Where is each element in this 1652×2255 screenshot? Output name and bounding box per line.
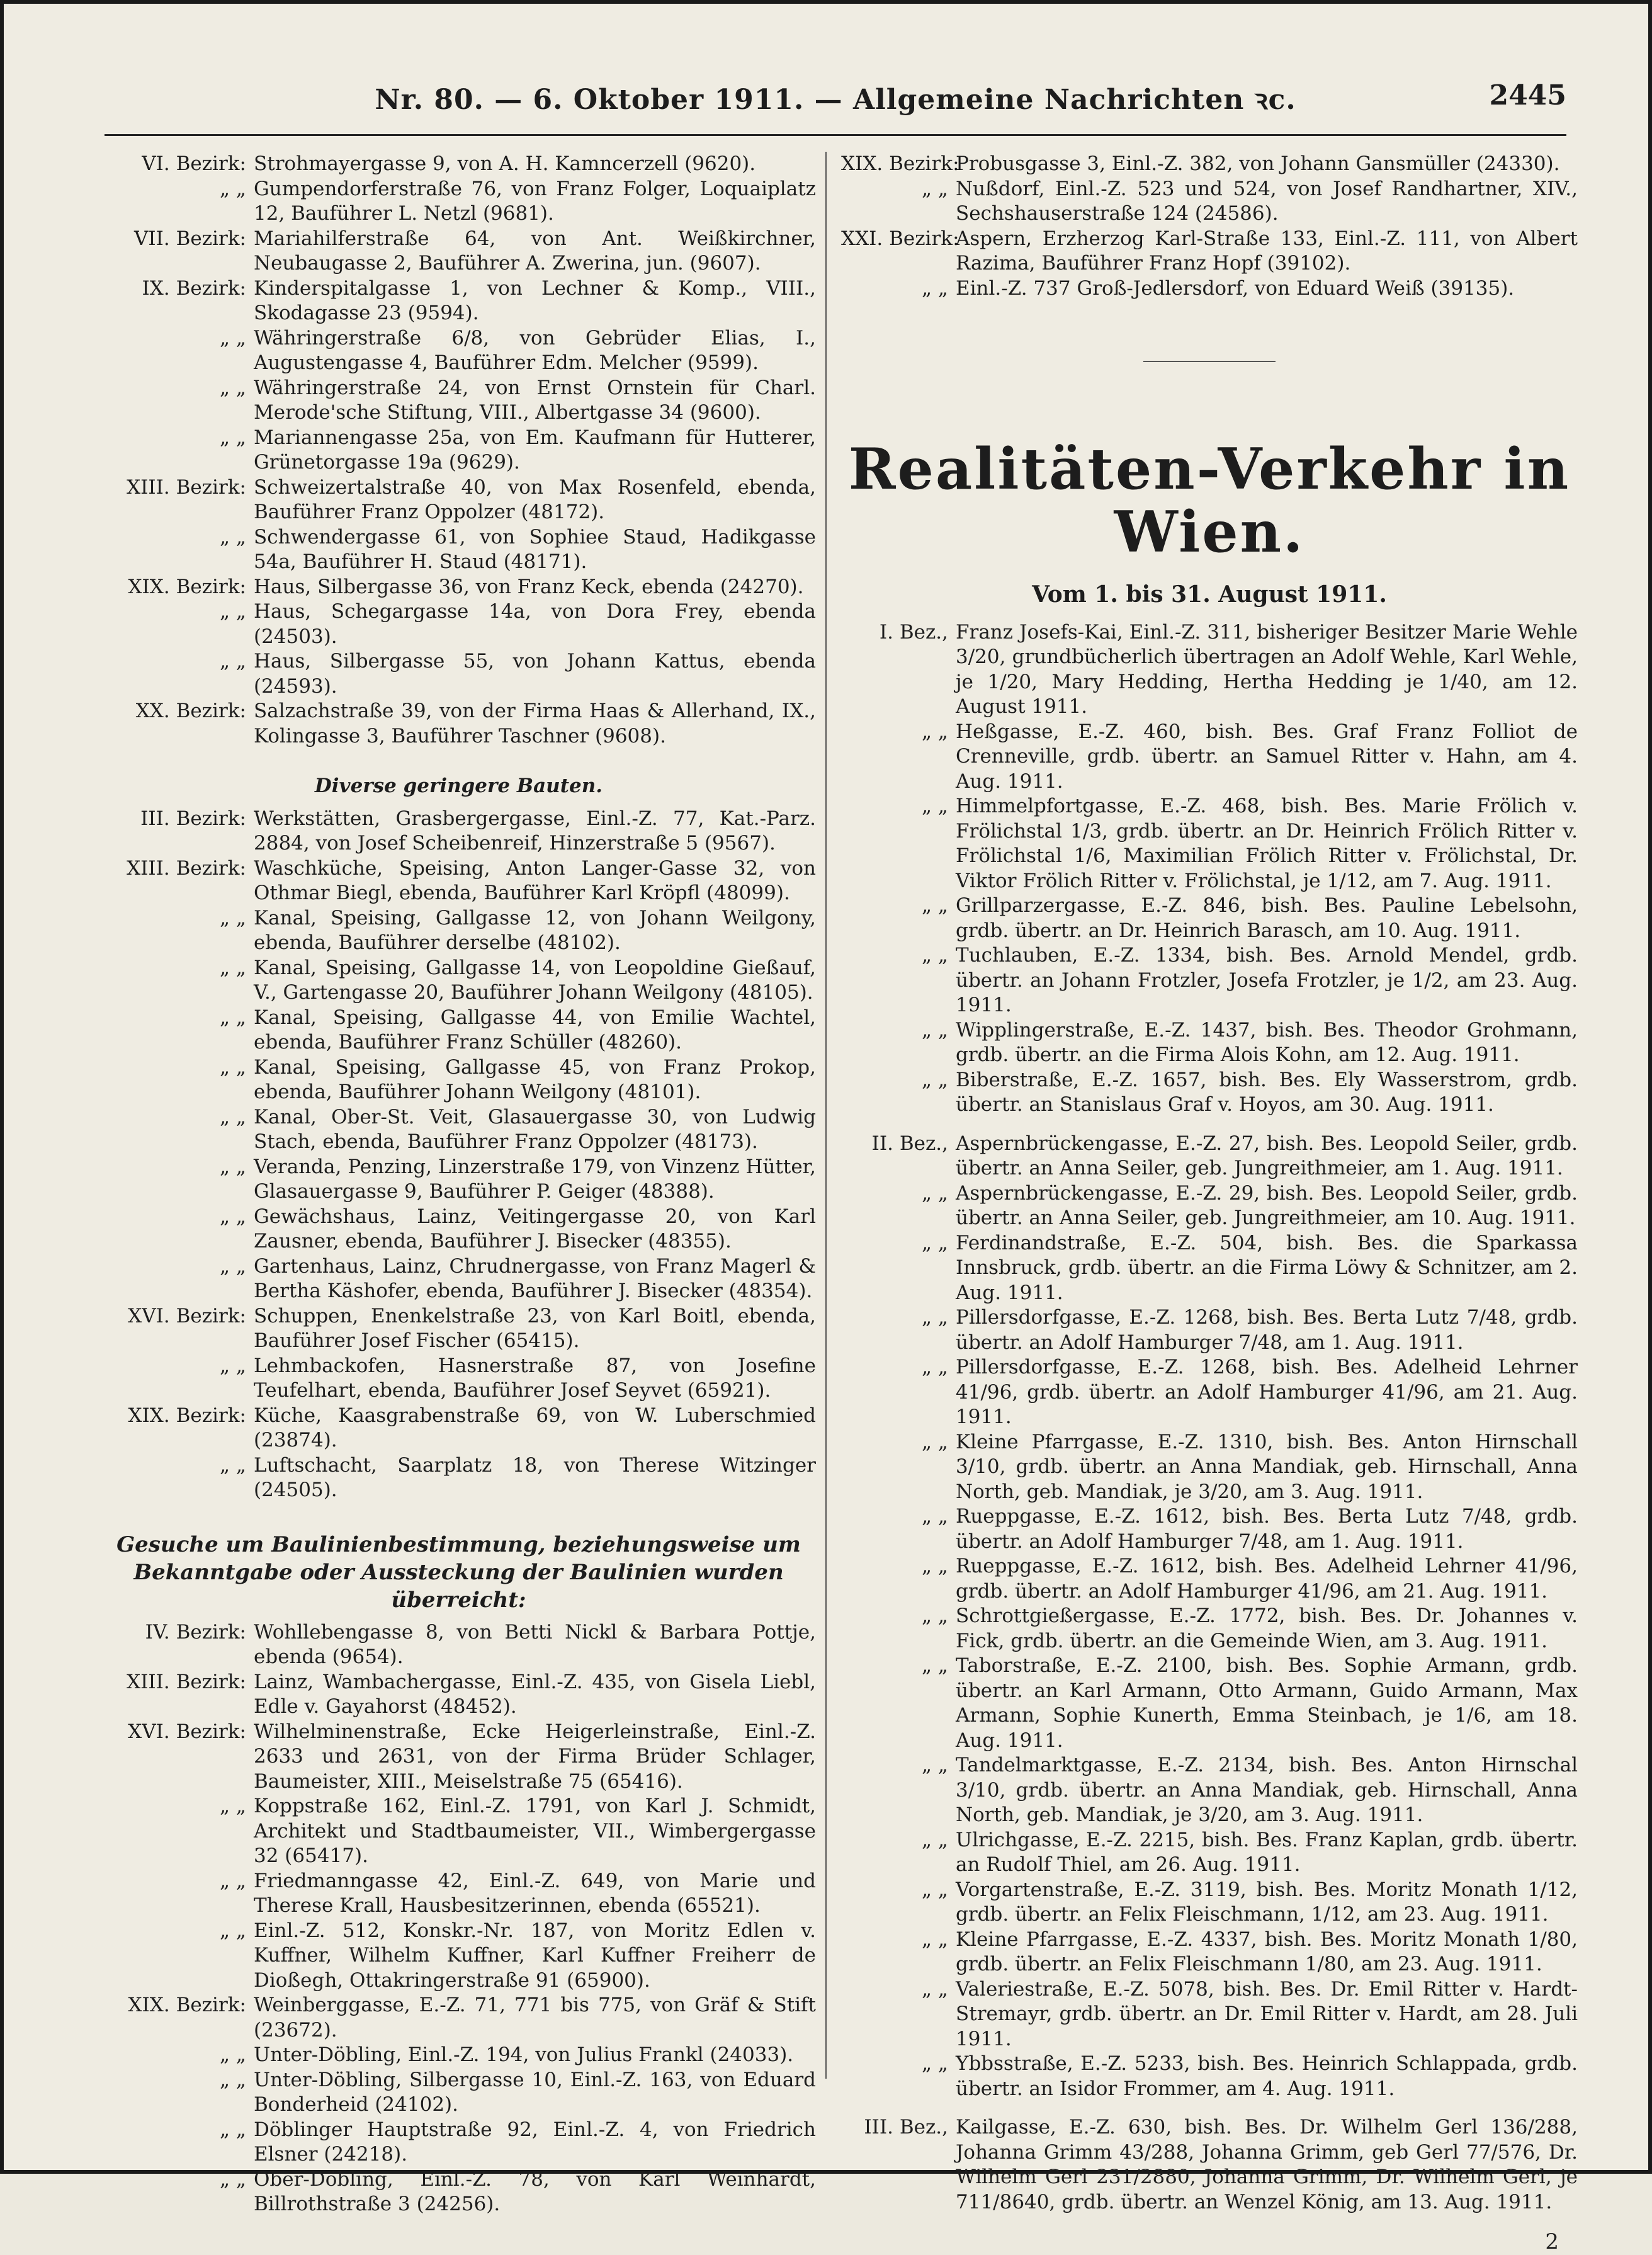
entry-text: Einl.-Z. 737 Groß-Jedlersdorf, von Eduard Weiß (39135). bbox=[956, 276, 1515, 300]
district-2-transactions bbox=[841, 1132, 1578, 2102]
entry-text: Tuchlauben, E.-Z. 1334, bish. Bes. Arnold Mendel, grdb. übertr. an Johann Frotzler, Josefa Frotzler, je 1/2, am 23. Aug. 1911. bbox=[956, 944, 1578, 1016]
entry-label: „ „ bbox=[220, 2167, 246, 2191]
entry-text: Waschküche, Speising, Anton Langer-Gasse 32, von Othmar Biegl, ebenda, Bauführer Karl Kröpfl (48099). bbox=[254, 856, 816, 904]
entry-text: Gartenhaus, Lainz, Chrudnergasse, von Franz Magerl & Bertha Käshofer, ebenda, Bauführer J. Bisecker (48354). bbox=[254, 1254, 816, 1302]
entry-label: „ „ bbox=[922, 1018, 948, 1042]
header-title: Nr. 80. — 6. Oktober 1911. — Allgemeine Nachrichten ꝛc. bbox=[375, 84, 1296, 116]
entry-text: Ferdinandstraße, E.-Z. 504, bish. Bes. die Sparkassa Innsbruck, grdb. übertr. an die Firma Löwy & Schnitzer, am 2. Aug. 1911. bbox=[956, 1231, 1578, 1304]
entry-text: Heßgasse, E.-Z. 460, bish. Bes. Graf Franz Folliot de Crenneville, grdb. übertr. an Samuel Ritter v. Hahn, am 4. Aug. 1911. bbox=[956, 720, 1578, 793]
entry-text: Haus, Silbergasse 55, von Johann Kattus, ebenda (24593). bbox=[254, 650, 816, 698]
list-item bbox=[101, 426, 816, 475]
list-item bbox=[841, 894, 1578, 943]
list-item bbox=[101, 525, 816, 575]
column-divider bbox=[825, 152, 827, 2079]
entry-label: „ „ bbox=[220, 1354, 246, 1377]
list-item bbox=[101, 326, 816, 376]
list-item bbox=[841, 720, 1578, 795]
entry-text: Schuppen, Enenkelstraße 23, von Karl Boitl, ebenda, Bauführer Josef Fischer (65415). bbox=[254, 1304, 816, 1352]
entry-label: „ „ bbox=[922, 1068, 948, 1091]
entry-text: Ober-Döbling, Einl.-Z. 78, von Karl Weinhardt, Billrothstraße 3 (24256). bbox=[254, 2167, 816, 2215]
entry-text: Kinderspitalgasse 1, von Lechner & Komp., VIII., Skodagasse 23 (9594). bbox=[254, 276, 816, 324]
entry-label: „ „ bbox=[922, 1430, 948, 1453]
entry-text: Veranda, Penzing, Linzerstraße 179, von Vinzenz Hütter, Glasauergasse 9, Bauführer P. Geiger (48388). bbox=[254, 1155, 816, 1203]
entry-label: XIX. Bezirk: bbox=[128, 1404, 246, 1427]
entry-text: Pillersdorfgasse, E.-Z. 1268, bish. Bes. Berta Lutz 7/48, grdb. übertr. an Adolf Hamburger 7/48, am 1. Aug. 1911. bbox=[956, 1306, 1578, 1354]
entry-label: „ „ bbox=[220, 426, 246, 449]
entry-label: XIII. Bezirk: bbox=[127, 1670, 246, 1693]
entry-label: „ „ bbox=[922, 1181, 948, 1205]
section-title-minor-buildings: Diverse geringere Bauten. bbox=[314, 775, 603, 797]
left-column bbox=[101, 152, 816, 2217]
entry-text: Ybbsstraße, E.-Z. 5233, bish. Bes. Heinrich Schlappada, grdb. übertr. an Isidor Frommer, am 4. Aug. 1911. bbox=[956, 2052, 1578, 2100]
list-item bbox=[841, 620, 1578, 720]
entry-text: Einl.-Z. 512, Konskr.-Nr. 187, von Moritz Edlen v. Kuffner, Wilhelm Kuffner, Karl Kuffner Freiherr de Dioßegh, Ottakringerstraße 91 (65900). bbox=[254, 1919, 816, 1992]
entry-label: „ „ bbox=[922, 276, 948, 300]
entry-text: Rueppgasse, E.-Z. 1612, bish. Bes. Adelheid Lehrner 41/96, grdb. übertr. an Adolf Hamburger 41/96, am 21. Aug. 1911. bbox=[956, 1555, 1578, 1603]
entry-label: IV. Bezirk: bbox=[145, 1620, 246, 1644]
list-item bbox=[101, 2043, 816, 2068]
entry-text: Aspern, Erzherzog Karl-Straße 133, Einl.-Z. 111, von Albert Razima, Bauführer Franz Hopf (39102). bbox=[956, 227, 1578, 275]
list-item bbox=[841, 1018, 1578, 1068]
list-item bbox=[101, 1919, 816, 1994]
list-item bbox=[101, 599, 816, 649]
entry-text: Taborstraße, E.-Z. 2100, bish. Bes. Sophie Armann, grdb. übertr. an Karl Armann, Otto Armann, Guido Armann, Max Armann, Sophie Kunerth, Emma Steinbach, je 1/6, am 18. Aug. 1911. bbox=[956, 1654, 1578, 1752]
list-item bbox=[841, 1878, 1578, 1928]
entry-text: Werkstätten, Grasbergergasse, Einl.-Z. 77, Kat.-Parz. 2884, von Josef Scheibenreif, Hinzerstraße 5 (9567). bbox=[254, 807, 816, 855]
entry-text: Strohmayergasse 9, von A. H. Kamncerzell (9620). bbox=[254, 152, 756, 175]
list-item bbox=[101, 956, 816, 1006]
list-item bbox=[101, 649, 816, 699]
entry-text: Kailgasse, E.-Z. 630, bish. Bes. Dr. Wilhelm Gerl 136/288, Johanna Grimm 43/288, Johanna Grimm, geb Gerl 77/576, Dr. Wilhelm Gerl 231/2880, Johanna Grimm, Dr. Wilhelm Gerl, je 711/8640, grdb. übertr. an Wenzel König, am 13. Aug. 1911. bbox=[956, 2116, 1578, 2213]
entry-text: Unter-Döbling, Einl.-Z. 194, von Julius Frankl (24033). bbox=[254, 2043, 794, 2066]
entry-text: Kanal, Speising, Gallgasse 14, von Leopoldine Gießauf, V., Gartengasse 20, Bauführer Johann Weilgony (48105). bbox=[254, 956, 816, 1004]
entry-text: Lehmbackofen, Hasnerstraße 87, von Josefine Teufelhart, ebenda, Bauführer Josef Seyvet (65921). bbox=[254, 1354, 816, 1402]
entry-text: Gewächshaus, Lainz, Veitingergasse 20, von Karl Zausner, ebenda, Bauführer J. Bisecker (48355). bbox=[254, 1205, 816, 1252]
list-item bbox=[101, 1055, 816, 1105]
entry-label: XIII. Bezirk: bbox=[127, 856, 246, 880]
entry-text: Schweizertalstraße 40, von Max Rosenfeld, ebenda, Bauführer Franz Oppolzer (48172). bbox=[254, 475, 816, 523]
entry-text: Haus, Schegargasse 14a, von Dora Frey, ebenda (24503). bbox=[254, 600, 816, 648]
entry-label: „ „ bbox=[922, 1231, 948, 1254]
entry-label: XIII. Bezirk: bbox=[127, 475, 246, 499]
entry-label: „ „ bbox=[922, 944, 948, 967]
entry-label: „ „ bbox=[220, 1006, 246, 1029]
entry-text: Lainz, Wambachergasse, Einl.-Z. 435, von Gisela Liebl, Edle v. Gayahorst (48452). bbox=[254, 1670, 816, 1718]
entry-text: Probusgasse 3, Einl.-Z. 382, von Johann Gansmüller (24330). bbox=[956, 152, 1560, 175]
list-item bbox=[841, 1928, 1578, 1977]
list-item bbox=[841, 1828, 1578, 1878]
list-item bbox=[101, 906, 816, 956]
list-item bbox=[841, 1132, 1578, 1181]
entry-text: Döblinger Hauptstraße 92, Einl.-Z. 4, von Friedrich Elsner (24218). bbox=[254, 2118, 816, 2166]
entry-label: „ „ bbox=[220, 376, 246, 399]
entry-text: Küche, Kaasgrabenstraße 69, von W. Luberschmied (23874). bbox=[254, 1404, 816, 1451]
entry-label: „ „ bbox=[220, 1055, 246, 1079]
list-item bbox=[101, 1720, 816, 1795]
entry-label: „ „ bbox=[922, 177, 948, 200]
entry-text: Unter-Döbling, Silbergasse 10, Einl.-Z. 163, von Eduard Bonderheid (24102). bbox=[254, 2068, 816, 2116]
list-item bbox=[841, 276, 1578, 302]
entry-label: „ „ bbox=[220, 326, 246, 349]
entry-text: Schwendergasse 61, von Sophiee Staud, Hadikgasse 54a, Bauführer H. Staud (48171). bbox=[254, 525, 816, 573]
entry-label: „ „ bbox=[922, 1878, 948, 1901]
entry-label: „ „ bbox=[220, 650, 246, 673]
entry-text: Nußdorf, Einl.-Z. 523 und 524, von Josef Randhartner, XIV., Sechshauserstraße 124 (24586). bbox=[956, 177, 1578, 225]
entry-label: „ „ bbox=[922, 1754, 948, 1776]
entry-text: Kanal, Speising, Gallgasse 12, von Johann Weilgony, ebenda, Bauführer derselbe (48102). bbox=[254, 906, 816, 954]
list-item bbox=[841, 1068, 1578, 1118]
entry-text: Biberstraße, E.-Z. 1657, bish. Bes. Ely Wasserstrom, grdb. übertr. an Stanislaus Graf v. Hoyos, am 30. Aug. 1911. bbox=[956, 1068, 1578, 1116]
entry-label: „ „ bbox=[220, 2118, 246, 2141]
entry-label: IX. Bezirk: bbox=[142, 276, 246, 300]
entry-text: Kleine Pfarrgasse, E.-Z. 4337, bish. Bes. Moritz Monath 1/80, grdb. übertr. an Felix Fleischmann 1/80, am 23. Aug. 1911. bbox=[956, 1928, 1578, 1975]
list-item bbox=[101, 1205, 816, 1254]
sheet-number: 2 bbox=[1545, 2229, 1559, 2254]
entry-text: Tandelmarktgasse, E.-Z. 2134, bish. Bes. Anton Hirnschal 3/10, grdb. übertr. an Anna Mandiak, geb. Hirnschall, Anna North, geb. Mandiak, je 3/20, am 3. Aug. 1911. bbox=[956, 1754, 1578, 1826]
entry-text: Währingerstraße 6/8, von Gebrüder Elias, I., Augustengasse 4, Bauführer Edm. Melcher (9599). bbox=[254, 326, 816, 374]
district-3-transactions bbox=[841, 2115, 1578, 2215]
header-page-number: 2445 bbox=[1489, 79, 1566, 111]
entry-label: „ „ bbox=[220, 1795, 246, 1817]
entry-text: Rueppgasse, E.-Z. 1612, bish. Bes. Berta Lutz 7/48, grdb. übertr. an Adolf Hamburger 7/48, am 1. Aug. 1911. bbox=[956, 1505, 1578, 1553]
list-item bbox=[101, 2068, 816, 2118]
list-item bbox=[101, 276, 816, 326]
list-item bbox=[101, 1354, 816, 1404]
section-title-building-lines: Gesuche um Baulinienbestimmung, beziehungsweise um Bekanntgabe oder Aussteckung der Baulinien wurden überreicht: bbox=[116, 1531, 801, 1613]
entry-label: „ „ bbox=[220, 2043, 246, 2066]
entry-label: I. Bez., bbox=[879, 620, 948, 644]
list-item bbox=[101, 152, 816, 177]
list-item bbox=[841, 227, 1578, 276]
entry-label: „ „ bbox=[922, 894, 948, 917]
entry-text: Himmelpfortgasse, E.-Z. 468, bish. Bes. Marie Frölich v. Frölichstal 1/3, grdb. übertr. an Dr. Heinrich Frölich Ritter v. Frölichstal 1/6, Maximilian Frölich Ritter v. Frölichstal, Dr. Viktor Frölich Ritter v. Frölichstal, je 1/12, am 7. Aug. 1911. bbox=[956, 795, 1578, 892]
entry-label: „ „ bbox=[220, 1105, 246, 1128]
entry-text: Grillparzergasse, E.-Z. 846, bish. Bes. Pauline Lebelsohn, grdb. übertr. an Dr. Heinrich Barasch, am 10. Aug. 1911. bbox=[956, 894, 1578, 942]
list-item bbox=[101, 1670, 816, 1720]
list-item bbox=[841, 2052, 1578, 2101]
entry-text: Aspernbrückengasse, E.-Z. 29, bish. Bes. Leopold Seiler, grdb. übertr. an Anna Seiler, geb. Jungreithmeier, am 10. Aug. 1911. bbox=[956, 1181, 1578, 1229]
list-item bbox=[841, 1977, 1578, 2052]
entry-text: Pillersdorfgasse, E.-Z. 1268, bish. Bes. Adelheid Lehrner 41/96, grdb. übertr. an Adolf Hamburger 41/96, am 21. Aug. 1911. bbox=[956, 1356, 1578, 1428]
entry-label: „ „ bbox=[922, 1505, 948, 1528]
list-item bbox=[101, 1993, 816, 2043]
entry-label: XVI. Bezirk: bbox=[128, 1304, 246, 1327]
list-item bbox=[841, 1504, 1578, 1554]
minor-buildings-list bbox=[101, 807, 816, 1503]
entry-text: Franz Josefs-Kai, Einl.-Z. 311, bisheriger Besitzer Marie Wehle 3/20, grundbücherlich übertragen an Adolf Wehle, Karl Wehle, je 1/20, Mary Hedding, Hertha Hedding je 1/40, am 12. August 1911. bbox=[956, 620, 1578, 718]
entry-label: „ „ bbox=[220, 525, 246, 548]
list-item bbox=[101, 1869, 816, 1919]
list-item bbox=[841, 1355, 1578, 1430]
entry-label: „ „ bbox=[220, 600, 246, 623]
list-item bbox=[841, 1654, 1578, 1753]
list-item bbox=[101, 2118, 816, 2167]
list-item bbox=[101, 1105, 816, 1155]
entry-label: VII. Bezirk: bbox=[133, 227, 246, 250]
entry-text: Ulrichgasse, E.-Z. 2215, bish. Bes. Franz Kaplan, grdb. übertr. an Rudolf Thiel, am 26. Aug. 1911. bbox=[956, 1828, 1578, 1876]
list-item bbox=[101, 475, 816, 525]
list-item bbox=[841, 177, 1578, 227]
list-item bbox=[101, 1453, 816, 1503]
list-item bbox=[841, 1231, 1578, 1306]
sub-title: Vom 1. bis 31. August 1911. bbox=[1032, 581, 1387, 608]
list-item bbox=[841, 152, 1578, 177]
entry-label: „ „ bbox=[922, 1605, 948, 1627]
entry-label: „ „ bbox=[922, 1928, 948, 1951]
list-item bbox=[101, 856, 816, 906]
list-item bbox=[101, 177, 816, 227]
list-item bbox=[101, 699, 816, 749]
list-item bbox=[101, 1404, 816, 1453]
entry-text: Salzachstraße 39, von der Firma Haas & Allerhand, IX., Kolingasse 3, Bauführer Taschner (9608). bbox=[254, 700, 816, 747]
entry-label: „ „ bbox=[220, 1453, 246, 1477]
entry-label: XX. Bezirk: bbox=[135, 700, 246, 722]
building-permits-list bbox=[101, 152, 816, 749]
list-item bbox=[101, 1155, 816, 1205]
entry-text: Valeriestraße, E.-Z. 5078, bish. Bes. Dr. Emil Ritter v. Hardt-Stremayr, grdb. übertr. an Dr. Emil Ritter v. Hardt, am 28. Juli 1911. bbox=[956, 1977, 1578, 2050]
entry-text: Kanal, Speising, Gallgasse 44, von Emilie Wachtel, ebenda, Bauführer Franz Schüller (48260). bbox=[254, 1006, 816, 1054]
list-item bbox=[101, 1254, 816, 1304]
list-item bbox=[841, 1604, 1578, 1654]
entry-label: „ „ bbox=[220, 1919, 246, 1942]
list-item bbox=[101, 376, 816, 426]
entry-label: II. Bez., bbox=[871, 1132, 948, 1155]
entry-text: Kleine Pfarrgasse, E.-Z. 1310, bish. Bes. Anton Hirnschall 3/10, grdb. übertr. an Anna Mandiak, geb. Hirnschall, Anna North, geb. Mandiak, je 3/20, am 3. Aug. 1911. bbox=[956, 1430, 1578, 1503]
list-item bbox=[101, 2167, 816, 2217]
entry-text: Gumpendorferstraße 76, von Franz Folger, Loquaiplatz 12, Bauführer L. Netzl (9681). bbox=[254, 177, 816, 225]
main-title: Realitäten-Verkehr in Wien. bbox=[848, 436, 1571, 565]
list-item bbox=[841, 1554, 1578, 1604]
right-column bbox=[841, 152, 1578, 2255]
building-permits-continued-list bbox=[841, 152, 1578, 301]
entry-label: „ „ bbox=[922, 2052, 948, 2075]
entry-text: Aspernbrückengasse, E.-Z. 27, bish. Bes. Leopold Seiler, grdb. übertr. an Anna Seiler, geb. Jungreithmeier, am 1. Aug. 1911. bbox=[956, 1132, 1578, 1179]
list-item bbox=[101, 1794, 816, 1869]
entry-label: „ „ bbox=[922, 1356, 948, 1378]
entry-label: XIX. Bezirk: bbox=[128, 575, 246, 598]
district-1-transactions bbox=[841, 620, 1578, 1118]
entry-text: Kanal, Ober-St. Veit, Glasauergasse 30, von Ludwig Stach, ebenda, Bauführer Franz Oppolzer (48173). bbox=[254, 1105, 816, 1153]
entry-label: „ „ bbox=[220, 1869, 246, 1892]
entry-label: „ „ bbox=[220, 956, 246, 979]
list-item bbox=[101, 1006, 816, 1055]
page-header bbox=[105, 79, 1566, 123]
entry-text: Mariannengasse 25a, von Em. Kaufmann für Hutterer, Grünetorgasse 19a (9629). bbox=[254, 426, 816, 474]
list-item bbox=[841, 794, 1578, 894]
entry-text: Schrottgießergasse, E.-Z. 1772, bish. Bes. Dr. Johannes v. Fick, grdb. übertr. an die Gemeinde Wien, am 3. Aug. 1911. bbox=[956, 1605, 1578, 1652]
list-item bbox=[841, 1181, 1578, 1231]
entry-label: „ „ bbox=[922, 720, 948, 743]
entry-label: „ „ bbox=[922, 795, 948, 817]
entry-label: „ „ bbox=[220, 2068, 246, 2091]
entry-label: XIX. Bezirk: bbox=[841, 152, 959, 175]
list-item bbox=[101, 807, 816, 856]
entry-text: Friedmanngasse 42, Einl.-Z. 649, von Marie und Therese Krall, Hausbesitzerinnen, ebenda (65521). bbox=[254, 1869, 816, 1917]
entry-label: „ „ bbox=[922, 1555, 948, 1577]
list-item bbox=[841, 2115, 1578, 2215]
building-lines-list bbox=[101, 1620, 816, 2217]
list-item bbox=[101, 1620, 816, 1670]
entry-label: „ „ bbox=[922, 1828, 948, 1851]
entry-label: „ „ bbox=[220, 177, 246, 200]
list-item bbox=[101, 575, 816, 600]
entry-label: III. Bez., bbox=[864, 2116, 948, 2139]
entry-label: „ „ bbox=[220, 1155, 246, 1178]
entry-text: Weinberggasse, E.-Z. 71, 771 bis 775, von Gräf & Stift (23672). bbox=[254, 1994, 816, 2042]
list-item bbox=[841, 1430, 1578, 1505]
list-item bbox=[841, 1305, 1578, 1355]
entry-text: Wohllebengasse 8, von Betti Nickl & Barbara Pottje, ebenda (9654). bbox=[254, 1620, 816, 1668]
entry-label: „ „ bbox=[922, 1977, 948, 2001]
entry-label: „ „ bbox=[220, 906, 246, 929]
entry-label: III. Bezirk: bbox=[140, 807, 246, 830]
entry-text: Luftschacht, Saarplatz 18, von Therese Witzinger (24505). bbox=[254, 1453, 816, 1501]
entry-text: Vorgartenstraße, E.-Z. 3119, bish. Bes. Moritz Monath 1/12, grdb. übertr. an Felix Fleischmann, 1/12, am 23. Aug. 1911. bbox=[956, 1878, 1578, 1926]
entry-label: XVI. Bezirk: bbox=[128, 1720, 246, 1743]
entry-label: XXI. Bezirk: bbox=[841, 227, 959, 250]
entry-text: Währingerstraße 24, von Ernst Ornstein für Charl. Merode'sche Stiftung, VIII., Albertgasse 34 (9600). bbox=[254, 376, 816, 424]
entry-text: Kanal, Speising, Gallgasse 45, von Franz Prokop, ebenda, Bauführer Johann Weilgony (48101). bbox=[254, 1055, 816, 1103]
entry-label: „ „ bbox=[220, 1254, 246, 1278]
entry-label: „ „ bbox=[922, 1306, 948, 1329]
entry-label: „ „ bbox=[922, 1654, 948, 1677]
entry-text: Wilhelminenstraße, Ecke Heigerleinstraße, Einl.-Z. 2633 und 2631, von der Firma Brüder Schlager, Baumeister, XIII., Meiselstraße 75 (65416). bbox=[254, 1720, 816, 1793]
header-rule bbox=[105, 134, 1566, 136]
list-item bbox=[101, 1304, 816, 1354]
list-item bbox=[841, 943, 1578, 1018]
section-rule bbox=[1143, 361, 1276, 362]
entry-text: Mariahilferstraße 64, von Ant. Weißkirchner, Neubaugasse 2, Bauführer A. Zwerina, jun. (9607). bbox=[254, 227, 816, 275]
entry-text: Haus, Silbergasse 36, von Franz Keck, ebenda (24270). bbox=[254, 575, 804, 598]
list-item bbox=[841, 1753, 1578, 1828]
entry-label: XIX. Bezirk: bbox=[128, 1994, 246, 2016]
entry-label: „ „ bbox=[220, 1205, 246, 1228]
entry-label: VI. Bezirk: bbox=[142, 152, 246, 175]
entry-text: Wipplingerstraße, E.-Z. 1437, bish. Bes. Theodor Grohmann, grdb. übertr. an die Firma Alois Kohn, am 12. Aug. 1911. bbox=[956, 1018, 1578, 1066]
list-item bbox=[101, 227, 816, 276]
entry-text: Koppstraße 162, Einl.-Z. 1791, von Karl J. Schmidt, Architekt und Stadtbaumeister, VII., Wimbergergasse 32 (65417). bbox=[254, 1795, 816, 1867]
